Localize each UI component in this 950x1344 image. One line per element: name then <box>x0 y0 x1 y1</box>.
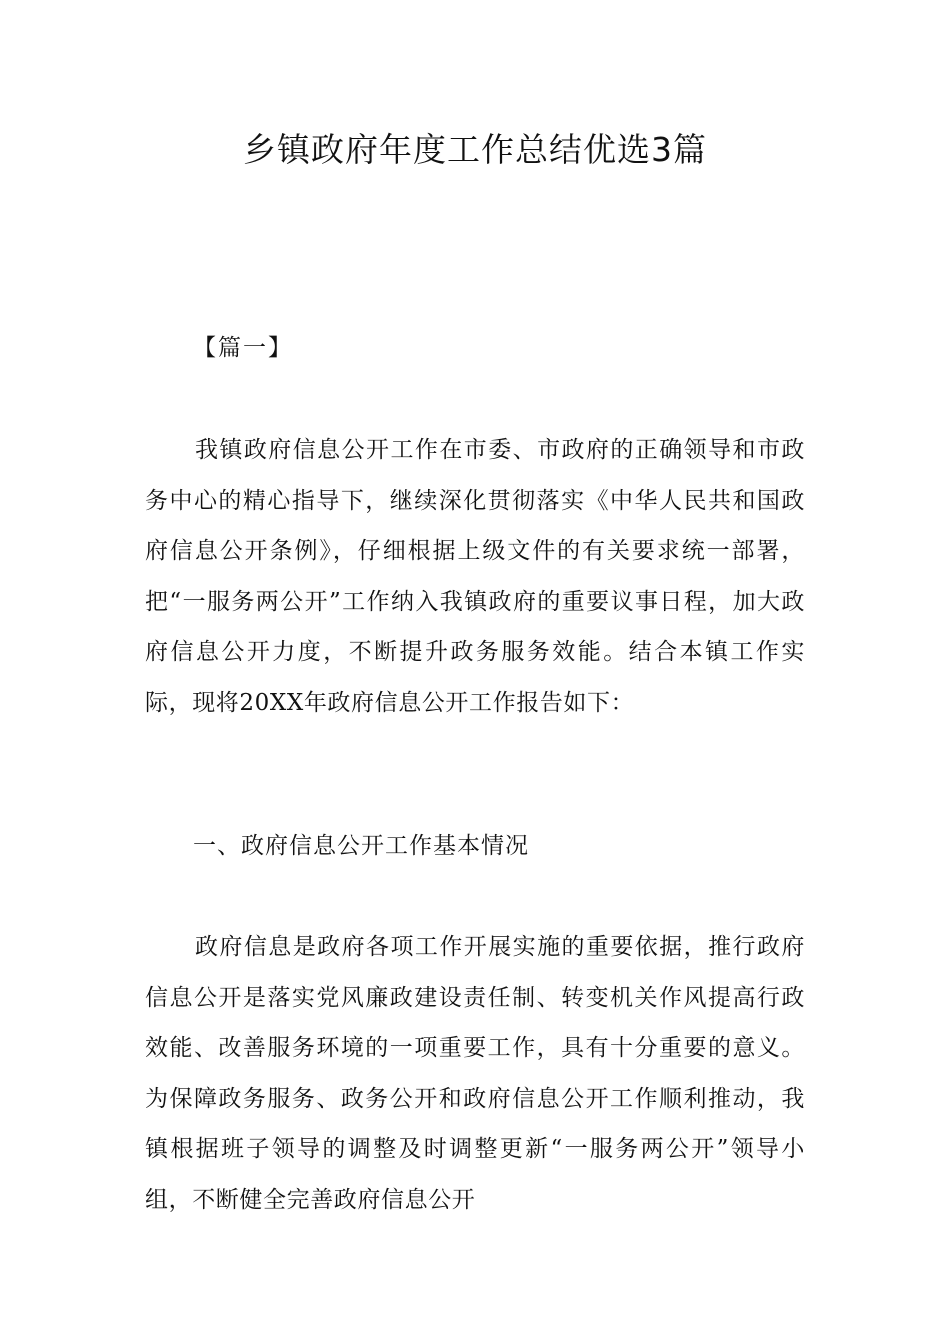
paragraph-body: 政府信息是政府各项工作开展实施的重要依据，推行政府信息公开是落实党风廉政建设责任制、转变机关作风提高行政效能、改善服务环境的一项重要工作，具有十分重要的意义。为保障政务服务、政务公开和政府信息公开工作顺利推动，我镇根据班子领导的调整及时调整更新“一服务两公开”领导小组，不断健全完善政府信息公开 <box>145 934 805 1213</box>
document-title: 乡镇政府年度工作总结优选3篇 <box>243 130 707 169</box>
paragraph-intro: 我镇政府信息公开工作在市委、市政府的正确领导和市政务中心的精心指导下，继续深化贯彻落实《中华人民共和国政府信息公开条例》，仔细根据上级文件的有关要求统一部署，把“一服务两公开”工作纳入我镇政府的重要议事日程，加大政府信息公开力度，不断提升政务服务效能。结合本镇工作实际，现将20XX年政府信息公开工作报告如下： <box>145 437 805 716</box>
section-heading: 一、政府信息公开工作基本情况 <box>193 833 529 859</box>
section-label: 【篇一】 <box>193 335 293 361</box>
